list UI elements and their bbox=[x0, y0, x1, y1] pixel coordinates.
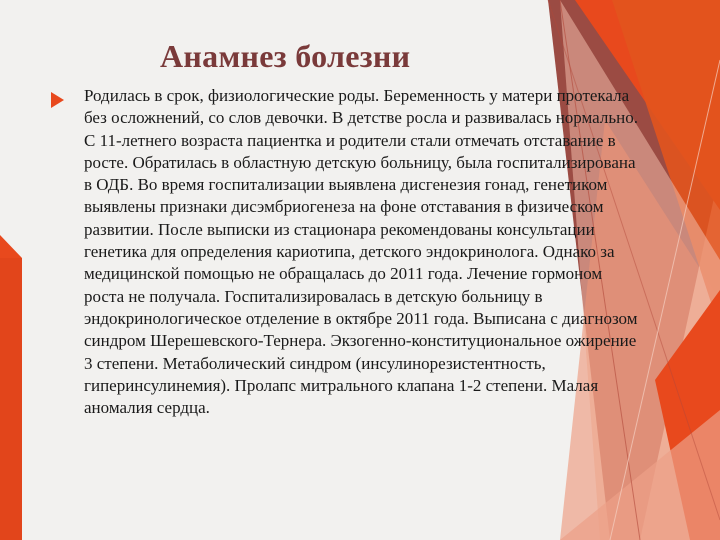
body-paragraph: Родилась в срок, физиологические роды. Беременность у матери протекала без осложнений, со слов девочки. В детстве росла и развивалась нормально. С 11-летнего возраста пациентка и родители стали отмечать отставание в росте. Обратилась в областную детскую больницу, была госпитализирована в ОДБ. Во время госпитализации выявлена дисгенезия гонад, генетиком выявлены признаки дисэмбриогенеза на фоне отставания в физическом развитии. После выписки из стационара рекомендованы консультации генетика для определения кариотипа, детского эндокринолога. Однако за медицинской помощью не обращалась до 2011 года. Лечение гормоном роста не получала. Госпитализировалась в детскую больницу в эндокринологическое отделение в октябре 2011 года. Выписана с диагнозом синдром Шерешевского-Тернера. Экзогенно-конституциональное ожирение 3 степени. Метаболический синдром (инсулинорезистентность, гиперинсулинемия). Пролапс митрального клапана 1-2 степени. Малая аномалия сердца. bbox=[84, 86, 638, 418]
left-accent-bar-shadow bbox=[0, 258, 22, 540]
triangle-arrow-icon bbox=[51, 92, 65, 108]
slide-title: Анамнез болезни bbox=[160, 38, 411, 74]
